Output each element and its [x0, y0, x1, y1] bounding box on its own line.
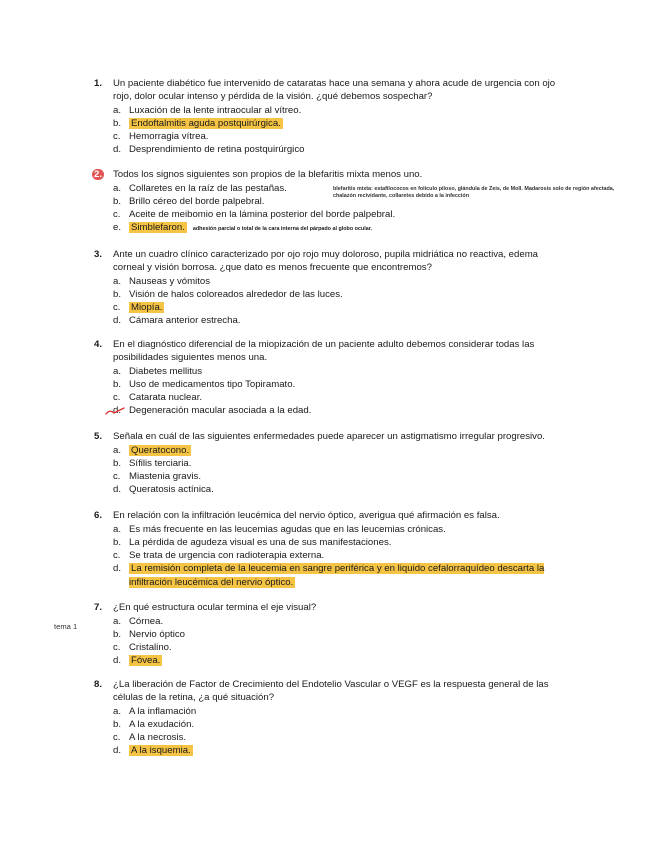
highlighted-answer: La remisión completa de la leucemia en sangre periférica y en liquido cefalorraquídeo descarta la infiltración leucémica del nervio óptico. [129, 563, 545, 588]
option: e. Simblefaron. adhesión parcial o total de la cara interna del párpado al globo ocular. [113, 222, 372, 233]
question-number: 6. [94, 510, 103, 521]
option: c. Miopía. [113, 302, 163, 313]
question-8 [94, 678, 564, 757]
side-label: tema 1 [54, 622, 78, 631]
question-number: 1. [94, 78, 103, 89]
option: b. Endoftalmitis aguda postquirúrgica. [113, 118, 281, 129]
question-text: Todos los signos siguientes son propios de la blefaritis mixta menos uno. [113, 169, 423, 180]
option: a. Diabetes mellitus [113, 366, 203, 377]
option: d. Fóvea. [113, 655, 161, 666]
highlighted-answer: Miopía. [131, 302, 163, 313]
option: c. Miastenia gravis. [113, 471, 201, 482]
question-number: 8. [94, 679, 103, 690]
question-number: 3. [94, 249, 103, 260]
option: b. La pérdida de agudeza visual es una de sus manifestaciones. [113, 537, 392, 548]
highlighted-answer: A la isquemia. [131, 745, 191, 756]
check-mark-icon [104, 405, 126, 419]
option: a. Córnea. [113, 616, 164, 627]
option: b. Visión de halos coloreados alrededor de las luces. [113, 289, 343, 300]
question-text: ¿La liberación de Factor de Crecimiento del Endotelio Vascular o VEGF es la respuesta general de las células de la retina, ¿a qué situación? [113, 679, 549, 703]
option: b. Uso de medicamentos tipo Topiramato. [113, 379, 296, 390]
question-1 [94, 77, 564, 156]
option: b. Brillo céreo del borde palpebral. [113, 196, 265, 207]
question-3 [94, 248, 564, 327]
question-6 [94, 509, 564, 590]
question-4 [94, 338, 564, 417]
question-text: ¿En qué estructura ocular termina el eje visual? [113, 602, 317, 613]
question-2 [94, 168, 564, 234]
question-7 [94, 601, 564, 667]
option: b. A la exudación. [113, 719, 195, 730]
question-number: 4. [94, 339, 103, 350]
option: a. Nauseas y vómitos [113, 276, 211, 287]
option: d. Degeneración macular asociada a la edad. [113, 405, 312, 416]
option: d. Cámara anterior estrecha. [113, 315, 241, 326]
highlighted-answer: Queratocono. [131, 445, 190, 456]
option: a. Luxación de la lente intraocular al vítreo. [113, 105, 302, 116]
option: d. Desprendimiento de retina postquirúrgico [113, 144, 305, 155]
option: a. A la inflamación [113, 706, 197, 717]
highlighted-answer: Endoftalmitis aguda postquirúrgica. [131, 118, 281, 129]
highlighted-answer: Fóvea. [131, 655, 161, 666]
annotation-note: adhesión parcial o total de la cara interna del párpado al globo ocular. [192, 226, 372, 232]
question-text: En el diagnóstico diferencial de la miopización de un paciente adulto debemos considerar todas las posibilidades siguientes menos una. [113, 339, 535, 363]
question-number: 2. [94, 169, 103, 180]
option: b. Nervio óptico [113, 629, 185, 640]
question-text: Un paciente diabético fue intervenido de cataratas hace una semana y ahora acude de urgencia con ojo rojo, dolor ocular intenso y pérdida de la visión. ¿qué debemos sospechar? [113, 78, 556, 102]
option: d. La remisión completa de la leucemia en sangre periférica y en liquido cefalorraquídeo descarta la infiltración leucémica del nervio óptico. [113, 563, 545, 588]
option: b. Sífilis terciaria. [113, 458, 192, 469]
option: c. A la necrosis. [113, 732, 187, 743]
option: c. Se trata de urgencia con radioterapia externa. [113, 550, 325, 561]
question-number: 7. [94, 602, 103, 613]
option: a. Es más frecuente en las leucemias agudas que en las leucemias crónicas. [113, 524, 446, 535]
option: d. A la isquemia. [113, 745, 191, 756]
question-5 [94, 430, 564, 496]
question-text: En relación con la infiltración leucémica del nervio óptico, averigua qué afirmación es falsa. [113, 510, 500, 521]
option: c. Aceite de meibomio en la lámina posterior del borde palpebral. [113, 209, 396, 220]
option: a. Queratocono. [113, 445, 190, 456]
annotation-note: blefaritis mixta: estafilococos en folículo piloso, glándula de Zeis, de Moll. Madarosis solo de región afectada, chalazón recividante, collaretes debido a la infección [333, 186, 615, 199]
option: c. Catarata nuclear. [113, 392, 203, 403]
question-text: Ante un cuadro clínico caracterizado por ojo rojo muy doloroso, pupila midriática no reactiva, edema corneal y visión borrosa. ¿que dato es menos frecuente que encontremos? [113, 249, 539, 273]
question-number: 5. [94, 431, 103, 442]
question-text: Señala en cuál de las siguientes enfermedades puede aparecer un astigmatismo irregular progresivo. [113, 431, 545, 442]
option: c. Hemorragia vítrea. [113, 131, 209, 142]
option: d. Queratosis actínica. [113, 484, 214, 495]
highlighted-answer: Simblefaron. [131, 222, 185, 233]
option: c. Cristalino. [113, 642, 172, 653]
option: a. Collaretes en la raíz de las pestañas. [113, 183, 287, 194]
